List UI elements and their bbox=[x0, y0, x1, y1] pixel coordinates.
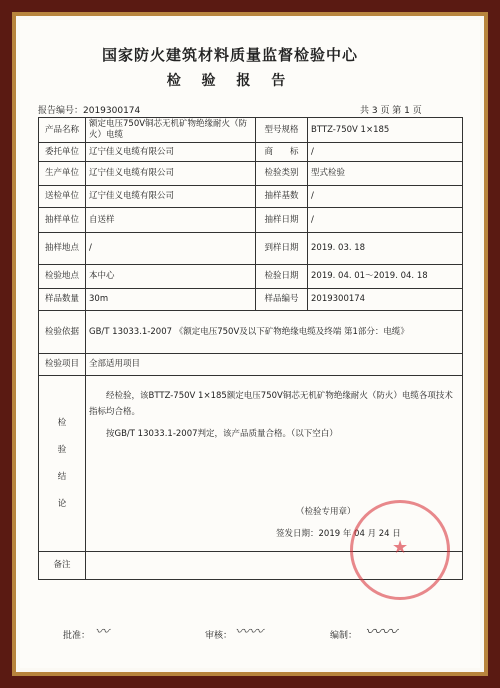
conclusion-label-char: 结 bbox=[57, 471, 67, 482]
conclusion-paragraph-1: 经检验，该BTTZ-750V 1×185额定电压750V铜芯无机矿物绝缘耐火（防火）电缆各项技术指标均合格。 bbox=[89, 391, 453, 417]
brand-value: / bbox=[308, 143, 463, 162]
basis-label: 检验依据 bbox=[39, 311, 86, 354]
table-row bbox=[39, 208, 463, 233]
seal-star-icon: ★ bbox=[392, 537, 409, 558]
issue-date-value: 2019 年 04 月 24 日 bbox=[318, 529, 401, 539]
sample-no-value: 2019300174 bbox=[308, 289, 463, 311]
arrive-date-label: 到样日期 bbox=[256, 233, 308, 265]
review-label: 审核： bbox=[205, 631, 233, 641]
sample-qty-value: 30m bbox=[86, 289, 256, 311]
table-row bbox=[39, 233, 463, 265]
compile-label: 编制： bbox=[330, 631, 358, 641]
sampler-label: 抽样单位 bbox=[39, 208, 86, 233]
basis-value: GB/T 13033.1-2007 《额定电压750V及以下矿物绝缘电缆及终端 第1部分：电缆》 bbox=[86, 311, 463, 354]
table-row bbox=[39, 186, 463, 208]
arrive-date-value: 2019. 03. 18 bbox=[308, 233, 463, 265]
table-row bbox=[39, 265, 463, 289]
test-place-value: 本中心 bbox=[86, 265, 256, 289]
sampler-value: 自送样 bbox=[86, 208, 256, 233]
report-number: 报告编号：2019300174 bbox=[38, 106, 141, 116]
remarks-label: 备注 bbox=[39, 552, 86, 580]
client-value: 辽宁佳义电缆有限公司 bbox=[86, 143, 256, 162]
items-label: 检验项目 bbox=[39, 354, 86, 376]
test-date-label: 检验日期 bbox=[256, 265, 308, 289]
product-name-value: 额定电压750V铜芯无机矿物绝缘耐火（防火）电缆 bbox=[86, 118, 256, 143]
report-title: 检 验 报 告 bbox=[166, 73, 294, 89]
sample-base-label: 抽样基数 bbox=[256, 186, 308, 208]
sample-place-value: / bbox=[86, 233, 256, 265]
test-type-value: 型式检验 bbox=[308, 162, 463, 186]
issue-date-label: 签发日期： bbox=[276, 529, 319, 539]
sender-label: 送检单位 bbox=[39, 186, 86, 208]
sample-date-label: 抽样日期 bbox=[256, 208, 308, 233]
conclusion-paragraph-2: 按GB/T 13033.1-2007判定，该产品质量合格。（以下空白） bbox=[106, 429, 338, 439]
table-row bbox=[39, 143, 463, 162]
sender-value: 辽宁佳义电缆有限公司 bbox=[86, 186, 256, 208]
test-date-value: 2019. 04. 01～2019. 04. 18 bbox=[308, 265, 463, 289]
review-signature: 〰〰 bbox=[235, 624, 263, 640]
client-label: 委托单位 bbox=[39, 143, 86, 162]
sample-date-value: / bbox=[308, 208, 463, 233]
test-place-label: 检验地点 bbox=[39, 265, 86, 289]
compile-signature: 〰〰 bbox=[365, 622, 398, 641]
conclusion-label bbox=[39, 376, 86, 552]
page-count: 共 3 页 第 1 页 bbox=[360, 106, 422, 116]
center-title: 国家防火建筑材料质量监督检验中心 bbox=[101, 46, 358, 64]
product-name-label: 产品名称 bbox=[39, 118, 86, 143]
test-type-label: 检验类别 bbox=[256, 162, 308, 186]
approve-signature: 〰 bbox=[95, 624, 109, 640]
model-value: BTTZ-750V 1×185 bbox=[308, 118, 463, 143]
items-value: 全部适用项目 bbox=[86, 354, 463, 376]
conclusion-label-char: 检 bbox=[57, 417, 67, 428]
table-row bbox=[39, 162, 463, 186]
sample-qty-label: 样品数量 bbox=[39, 289, 86, 311]
seal-note: （检验专用章） bbox=[296, 507, 356, 517]
manufacturer-label: 生产单位 bbox=[39, 162, 86, 186]
model-label: 型号规格 bbox=[256, 118, 308, 143]
brand-label: 商 标 bbox=[256, 143, 308, 162]
table-row bbox=[39, 289, 463, 311]
manufacturer-value: 辽宁佳义电缆有限公司 bbox=[86, 162, 256, 186]
conclusion-label-char: 论 bbox=[57, 498, 67, 509]
conclusion-label-char: 验 bbox=[57, 444, 67, 455]
sample-place-label: 抽样地点 bbox=[39, 233, 86, 265]
approve-label: 批准： bbox=[63, 631, 91, 641]
table-row bbox=[39, 354, 463, 376]
sample-base-value: / bbox=[308, 186, 463, 208]
table-row bbox=[39, 118, 463, 143]
table-row bbox=[39, 311, 463, 354]
sample-no-label: 样品编号 bbox=[256, 289, 308, 311]
